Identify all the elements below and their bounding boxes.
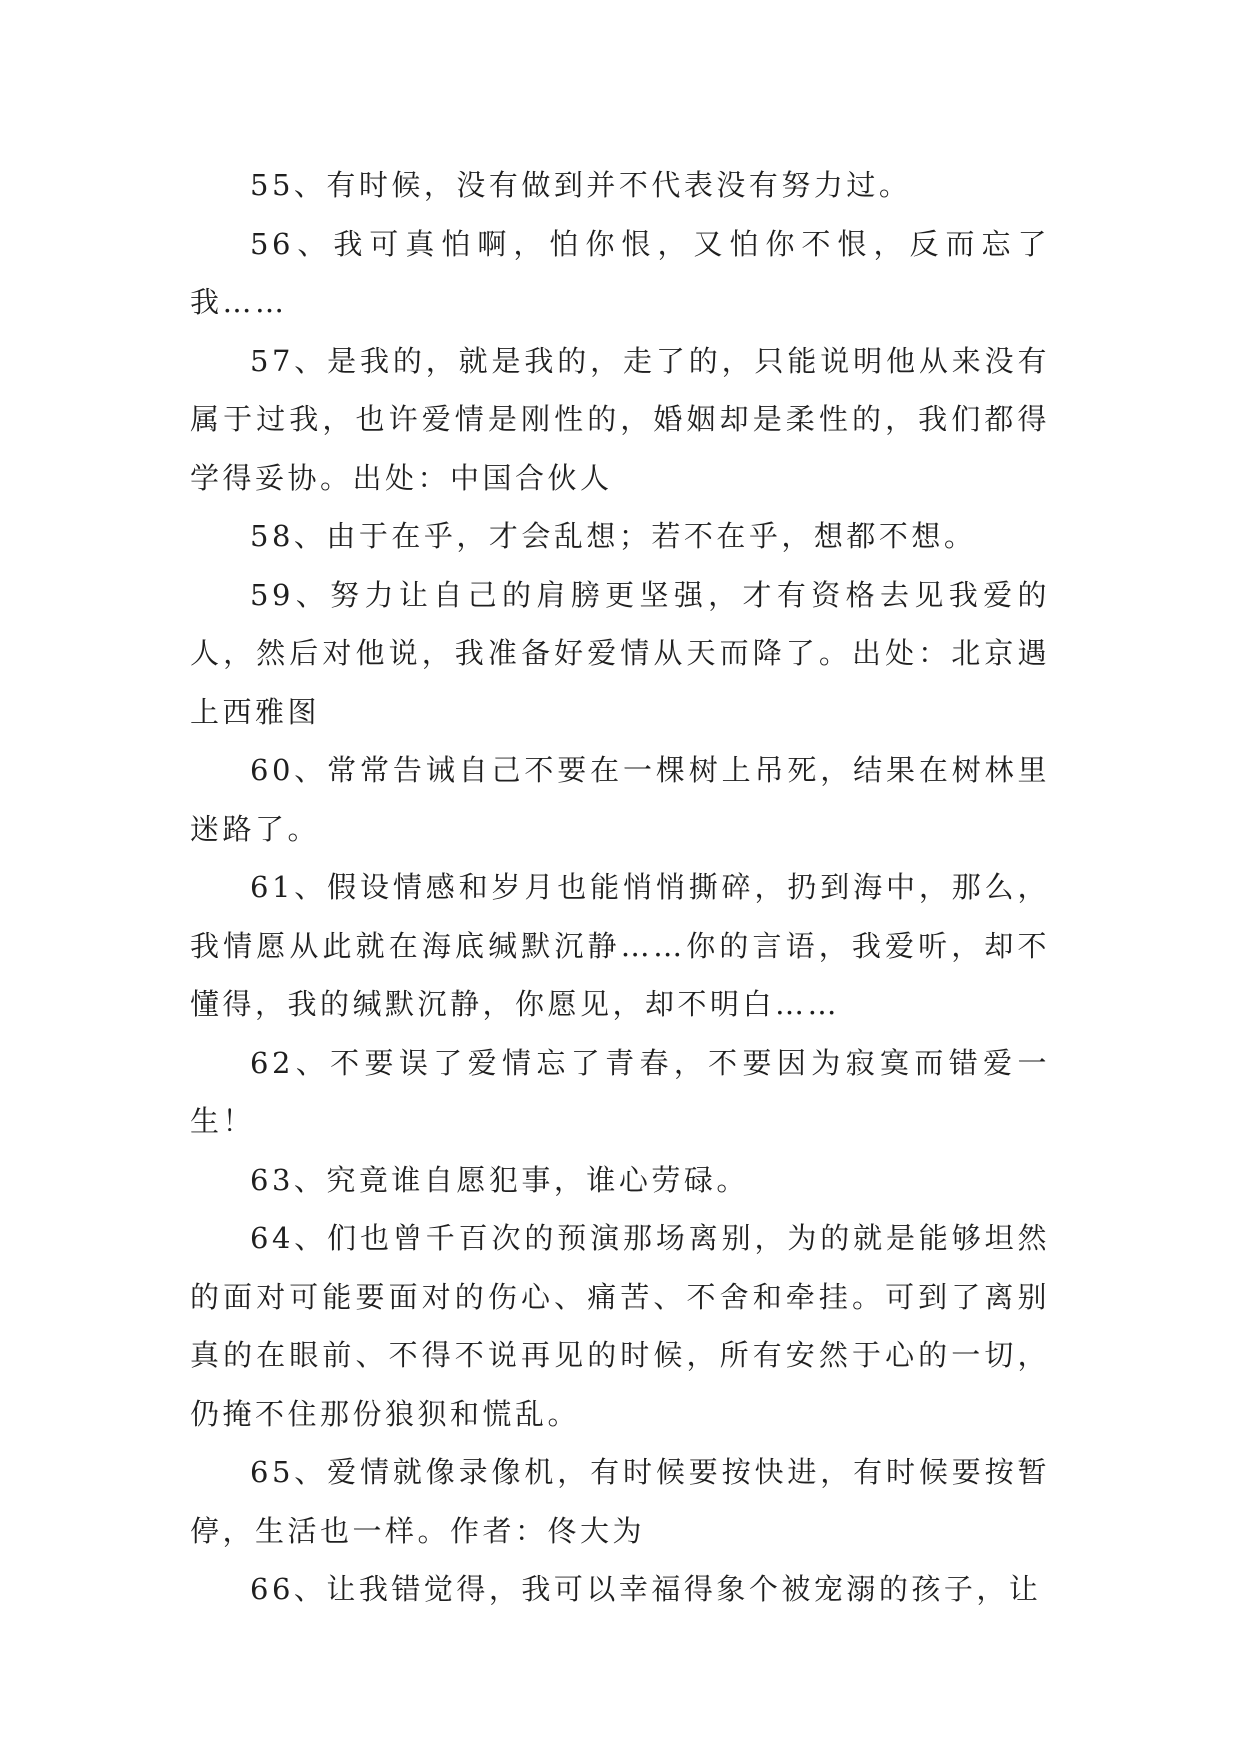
quote-paragraph-60: 60、常常告诫自己不要在一棵树上吊死，结果在树林里迷路了。 — [190, 753, 1050, 846]
quote-paragraph-59: 59、努力让自己的肩膀更坚强，才有资格去见我爱的人，然后对他说，我准备好爱情从天而降了。出处：北京遇上西雅图 — [190, 577, 1050, 729]
quote-paragraph-55: 55、有时候，没有做到并不代表没有努力过。 — [250, 168, 912, 202]
quote-paragraph-61: 61、假设情感和岁月也能悄悄撕碎，扔到海中，那么，我情愿从此就在海底缄默沉静……你的言语，我爱听，却不懂得，我的缄默沉静，你愿见，却不明白…… — [190, 870, 1050, 1021]
quote-paragraph-66: 66、让我错觉得，我可以幸福得象个被宠溺的孩子，让 — [250, 1572, 1042, 1606]
quote-paragraph-65: 65、爱情就像录像机，有时候要按快进，有时候要按暂停，生活也一样。作者：佟大为 — [190, 1455, 1050, 1548]
quote-paragraph-56: 56、我可真怕啊，怕你恨，又怕你不恨，反而忘了我…… — [190, 226, 1050, 319]
quote-paragraph-62: 62、不要误了爱情忘了青春，不要因为寂寞而错爱一生！ — [190, 1045, 1050, 1138]
quote-paragraph-64: 64、们也曾千百次的预演那场离别，为的就是能够坦然的面对可能要面对的伤心、痛苦、不舍和牵挂。可到了离别真的在眼前、不得不说再见的时候，所有安然于心的一切，仍掩不住那份狼狈和慌乱。 — [190, 1221, 1050, 1431]
quote-paragraph-58: 58、由于在乎，才会乱想；若不在乎，想都不想。 — [250, 519, 977, 553]
quote-paragraph-57: 57、是我的，就是我的，走了的，只能说明他从来没有属于过我，也许爱情是刚性的，婚姻却是柔性的，我们都得学得妥协。出处：中国合伙人 — [190, 343, 1050, 495]
quote-paragraph-63: 63、究竟谁自愿犯事，谁心劳碌。 — [250, 1162, 749, 1197]
document-body — [190, 156, 1050, 1619]
